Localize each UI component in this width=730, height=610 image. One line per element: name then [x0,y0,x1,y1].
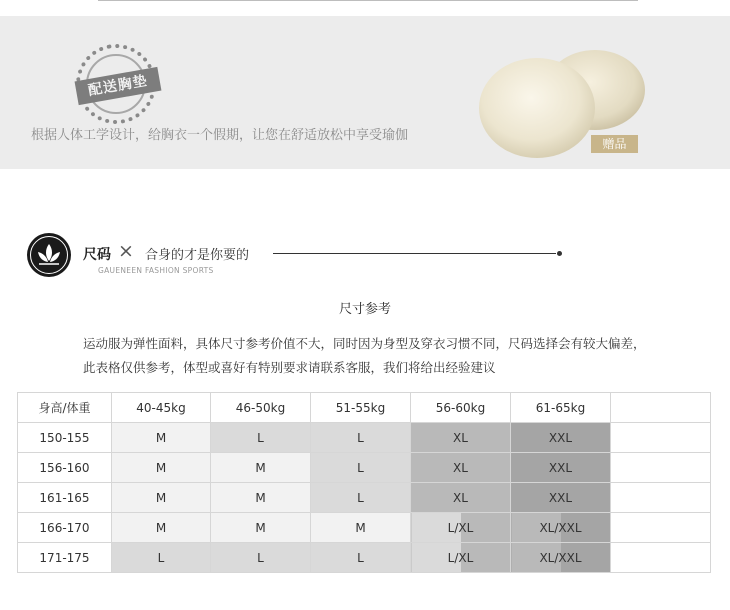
size-cell: L [211,543,311,573]
header-cell: 56-60kg [411,393,511,423]
size-cell: L [311,543,411,573]
size-cell [611,453,711,483]
size-cell: XL [411,423,511,453]
header-cell: 46-50kg [211,393,311,423]
size-cell [611,423,711,453]
size-cell: M [112,483,211,513]
header-cell: 51-55kg [311,393,411,423]
table-row [18,423,711,453]
size-cell: L/XL [411,513,511,543]
table-header-row [18,393,711,423]
size-cell: XXL [511,423,611,453]
gift-description: 根据人体工学设计，给胸衣一个假期，让您在舒适放松中享受瑜伽 [31,128,409,143]
size-cell: L [311,483,411,513]
table-row [18,543,711,573]
header-rule [273,253,556,254]
size-cell: L [311,453,411,483]
size-cell [611,543,711,573]
height-cell: 166-170 [18,513,112,543]
size-title: 尺码 [83,247,111,263]
reference-note-line1: 运动服为弹性面料，具体尺寸参考价值不大，同时因为身型及穿衣习惯不同，尺码选择会有较大偏差， [83,336,646,351]
size-cell: L [112,543,211,573]
size-cell: M [211,513,311,543]
size-cell: L [211,423,311,453]
header-cell: 40-45kg [112,393,211,423]
height-cell: 161-165 [18,483,112,513]
gift-banner [0,16,730,169]
table-row [18,483,711,513]
stamp-badge-icon [70,38,166,134]
size-cell: XXL [511,483,611,513]
size-cell: XL [411,453,511,483]
brand-english: GAUENEEN FASHION SPORTS [98,266,214,275]
reference-title: 尺寸参考 [338,302,391,317]
stamp-label: 配送胸垫 [75,67,162,105]
top-divider [98,0,638,1]
times-icon: × [118,240,134,262]
size-cell: M [112,513,211,543]
size-cell: XL/XXL [511,543,611,573]
table-row [18,453,711,483]
header-rule-dot [557,251,562,256]
size-cell: M [311,513,411,543]
lotus-logo-icon [26,232,72,278]
size-slogan: 合身的才是你要的 [145,248,250,263]
size-cell: M [211,483,311,513]
size-cell: L [311,423,411,453]
size-cell: M [112,423,211,453]
size-cell: M [112,453,211,483]
size-table [17,392,711,573]
gift-tag: 赠品 [591,135,638,153]
size-cell: XL/XXL [511,513,611,543]
size-cell [611,483,711,513]
header-cell: 61-65kg [511,393,611,423]
size-cell: L/XL [411,543,511,573]
size-cell: XL [411,483,511,513]
height-cell: 171-175 [18,543,112,573]
reference-note-line2: 此表格仅供参考，体型或喜好有特别要求请联系客服，我们将给出经验建议 [83,360,496,375]
height-cell: 150-155 [18,423,112,453]
size-cell [611,513,711,543]
size-cell: M [211,453,311,483]
header-cell: 身高/体重 [18,393,112,423]
header-cell [611,393,711,423]
size-cell: XXL [511,453,611,483]
table-row [18,513,711,543]
height-cell: 156-160 [18,453,112,483]
